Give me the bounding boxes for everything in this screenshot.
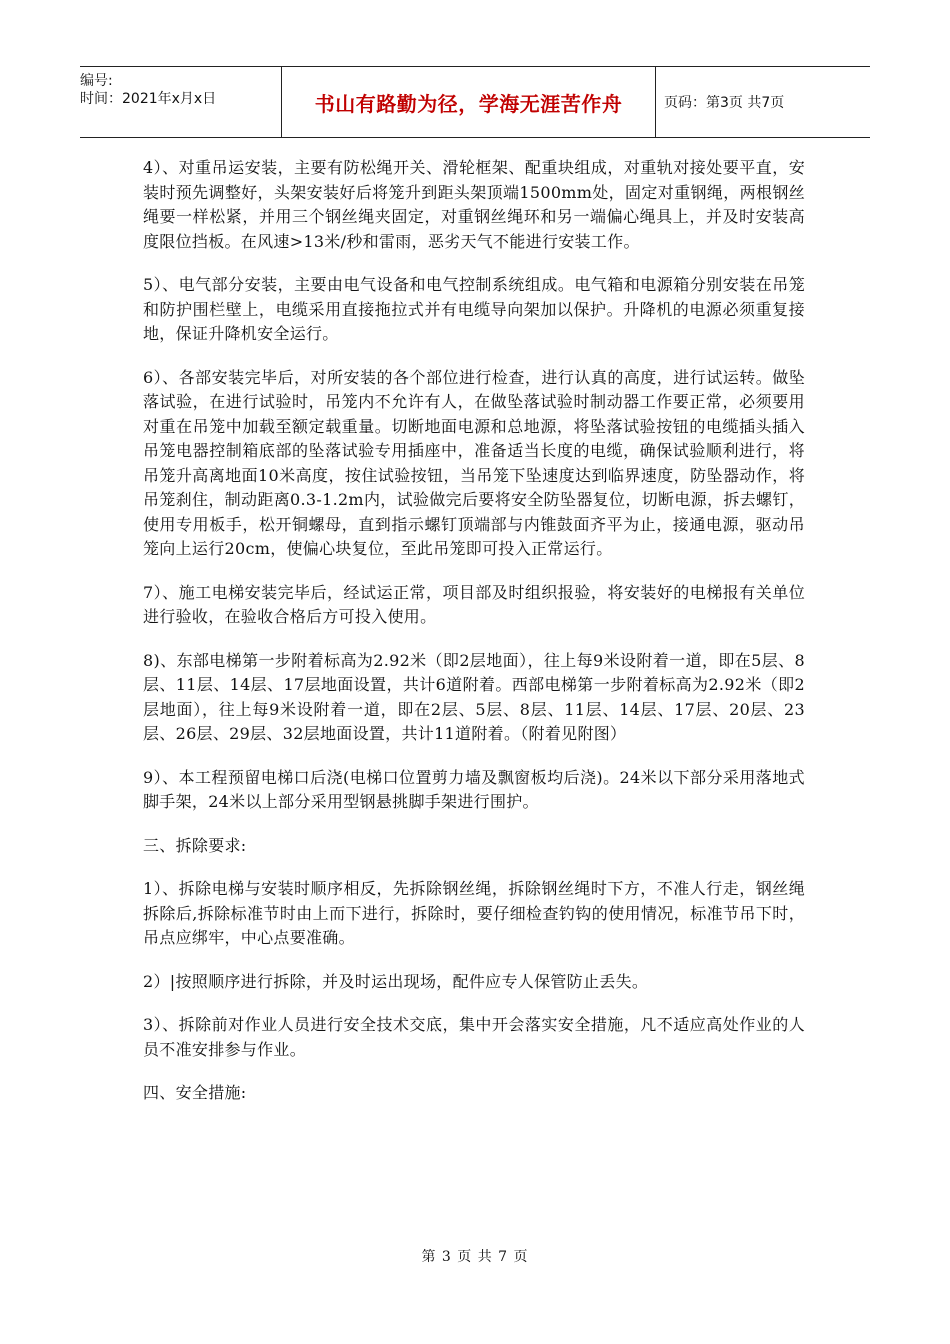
paragraph-item-7: 7）、施工电梯安装完毕后，经试运正常，项目部及时组织报验，将安装好的电梯报有关单位进行验收，在验收合格后方可投入使用。: [143, 582, 805, 626]
page-header: [80, 66, 870, 138]
page-footer: 第 3 页 共 7 页: [421, 1249, 529, 1265]
header-meta: [80, 67, 282, 137]
section-heading-safety: 四、安全措施:: [143, 1083, 247, 1102]
paragraph-item-8: 8)、东部电梯第一步附着标高为2.92米（即2层地面），往上每9米设附着一道，即在5层、8层、11层、14层、17层地面设置，共计6道附着。西部电梯第一步附着标高为2.92米（即2层地面），往上每9米设附着一道，即在2层、5层、8层、11层、14层、17层、20层、23层、26层、29层、32层地面设置，共计11道附着。（附着见附图）: [143, 650, 805, 743]
paragraph-item-6: 6）、各部安装完毕后，对所安装的各个部位进行检查，进行认真的高度，进行试运转。做坠落试验，在进行试验时，吊笼内不允许有人，在做坠落试验时制动器工作要正常，必须要用对重在吊笼中加载至额定载重量。切断地面电源和总地源，将坠落试验按钮的电缆插头插入吊笼电器控制箱底部的坠落试验专用插座中，准备适当长度的电缆，确保试验顺利进行，将吊笼升高离地面10米高度，按住试验按钮，当吊笼下坠速度达到临界速度，防坠器动作，将吊笼刹住，制动距离0.3-1.2m内，试验做完后要将安全防坠器复位，切断电源，拆去螺钉，使用专用板手，松开铜螺母，直到指示螺钉顶端部与内锥鼓面齐平为止，接通电源，驱动吊笼向上运行20cm，使偏心块复位，至此吊笼即可投入正常运行。: [143, 367, 805, 558]
removal-item-2: 2）|按照顺序进行拆除，并及时运出现场，配件应专人保管防止丢失。: [143, 971, 649, 991]
document-number-label: 编号:: [80, 73, 113, 89]
header-motto: 书山有路勤为径，学海无涯苦作舟: [282, 67, 656, 137]
section-heading-removal: 三、拆除要求:: [143, 835, 247, 855]
header-page-code: 页码：第3页 共7页: [664, 95, 785, 111]
document-body: [143, 156, 805, 1125]
removal-item-1: 1）、拆除电梯与安装时顺序相反，先拆除钢丝绳，拆除钢丝绳时下方，不准人行走，钢丝绳拆除后,拆除标准节时由上而下进行，拆除时，要仔细检查钓钩的使用情况，标准节吊下时，吊点应绑牢，中心点要准确。: [143, 879, 805, 947]
document-time-label: 时间：2021年x月x日: [80, 91, 217, 107]
removal-item-3: 3）、拆除前对作业人员进行安全技术交底，集中开会落实安全措施，凡不适应高处作业的人员不准安排参与作业。: [143, 1015, 805, 1059]
paragraph-item-5: 5）、电气部分安装，主要由电气设备和电气控制系统组成。电气箱和电源箱分别安装在吊笼和防护围栏壁上，电缆采用直接拖拉式并有电缆导向架加以保护。升降机的电源必须重复接地，保证升降机安全运行。: [143, 275, 805, 343]
paragraph-item-9: 9）、本工程预留电梯口后浇(电梯口位置剪力墙及飘窗板均后浇)。24米以下部分采用落地式脚手架，24米以上部分采用型钢悬挑脚手架进行围护。: [143, 767, 805, 811]
paragraph-item-4: 4）、对重吊运安装，主要有防松绳开关、滑轮框架、配重块组成，对重轨对接处要平直，安装时预先调整好，头架安装好后将笼升到距头架顶端1500mm处，固定对重钢绳，两根钢丝绳要一样松紧，并用三个钢丝绳夹固定，对重钢丝绳环和另一端偏心绳具上，并及时安装高度限位挡板。在风速>13米/秒和雷雨，恶劣天气不能进行安装工作。: [143, 158, 805, 251]
